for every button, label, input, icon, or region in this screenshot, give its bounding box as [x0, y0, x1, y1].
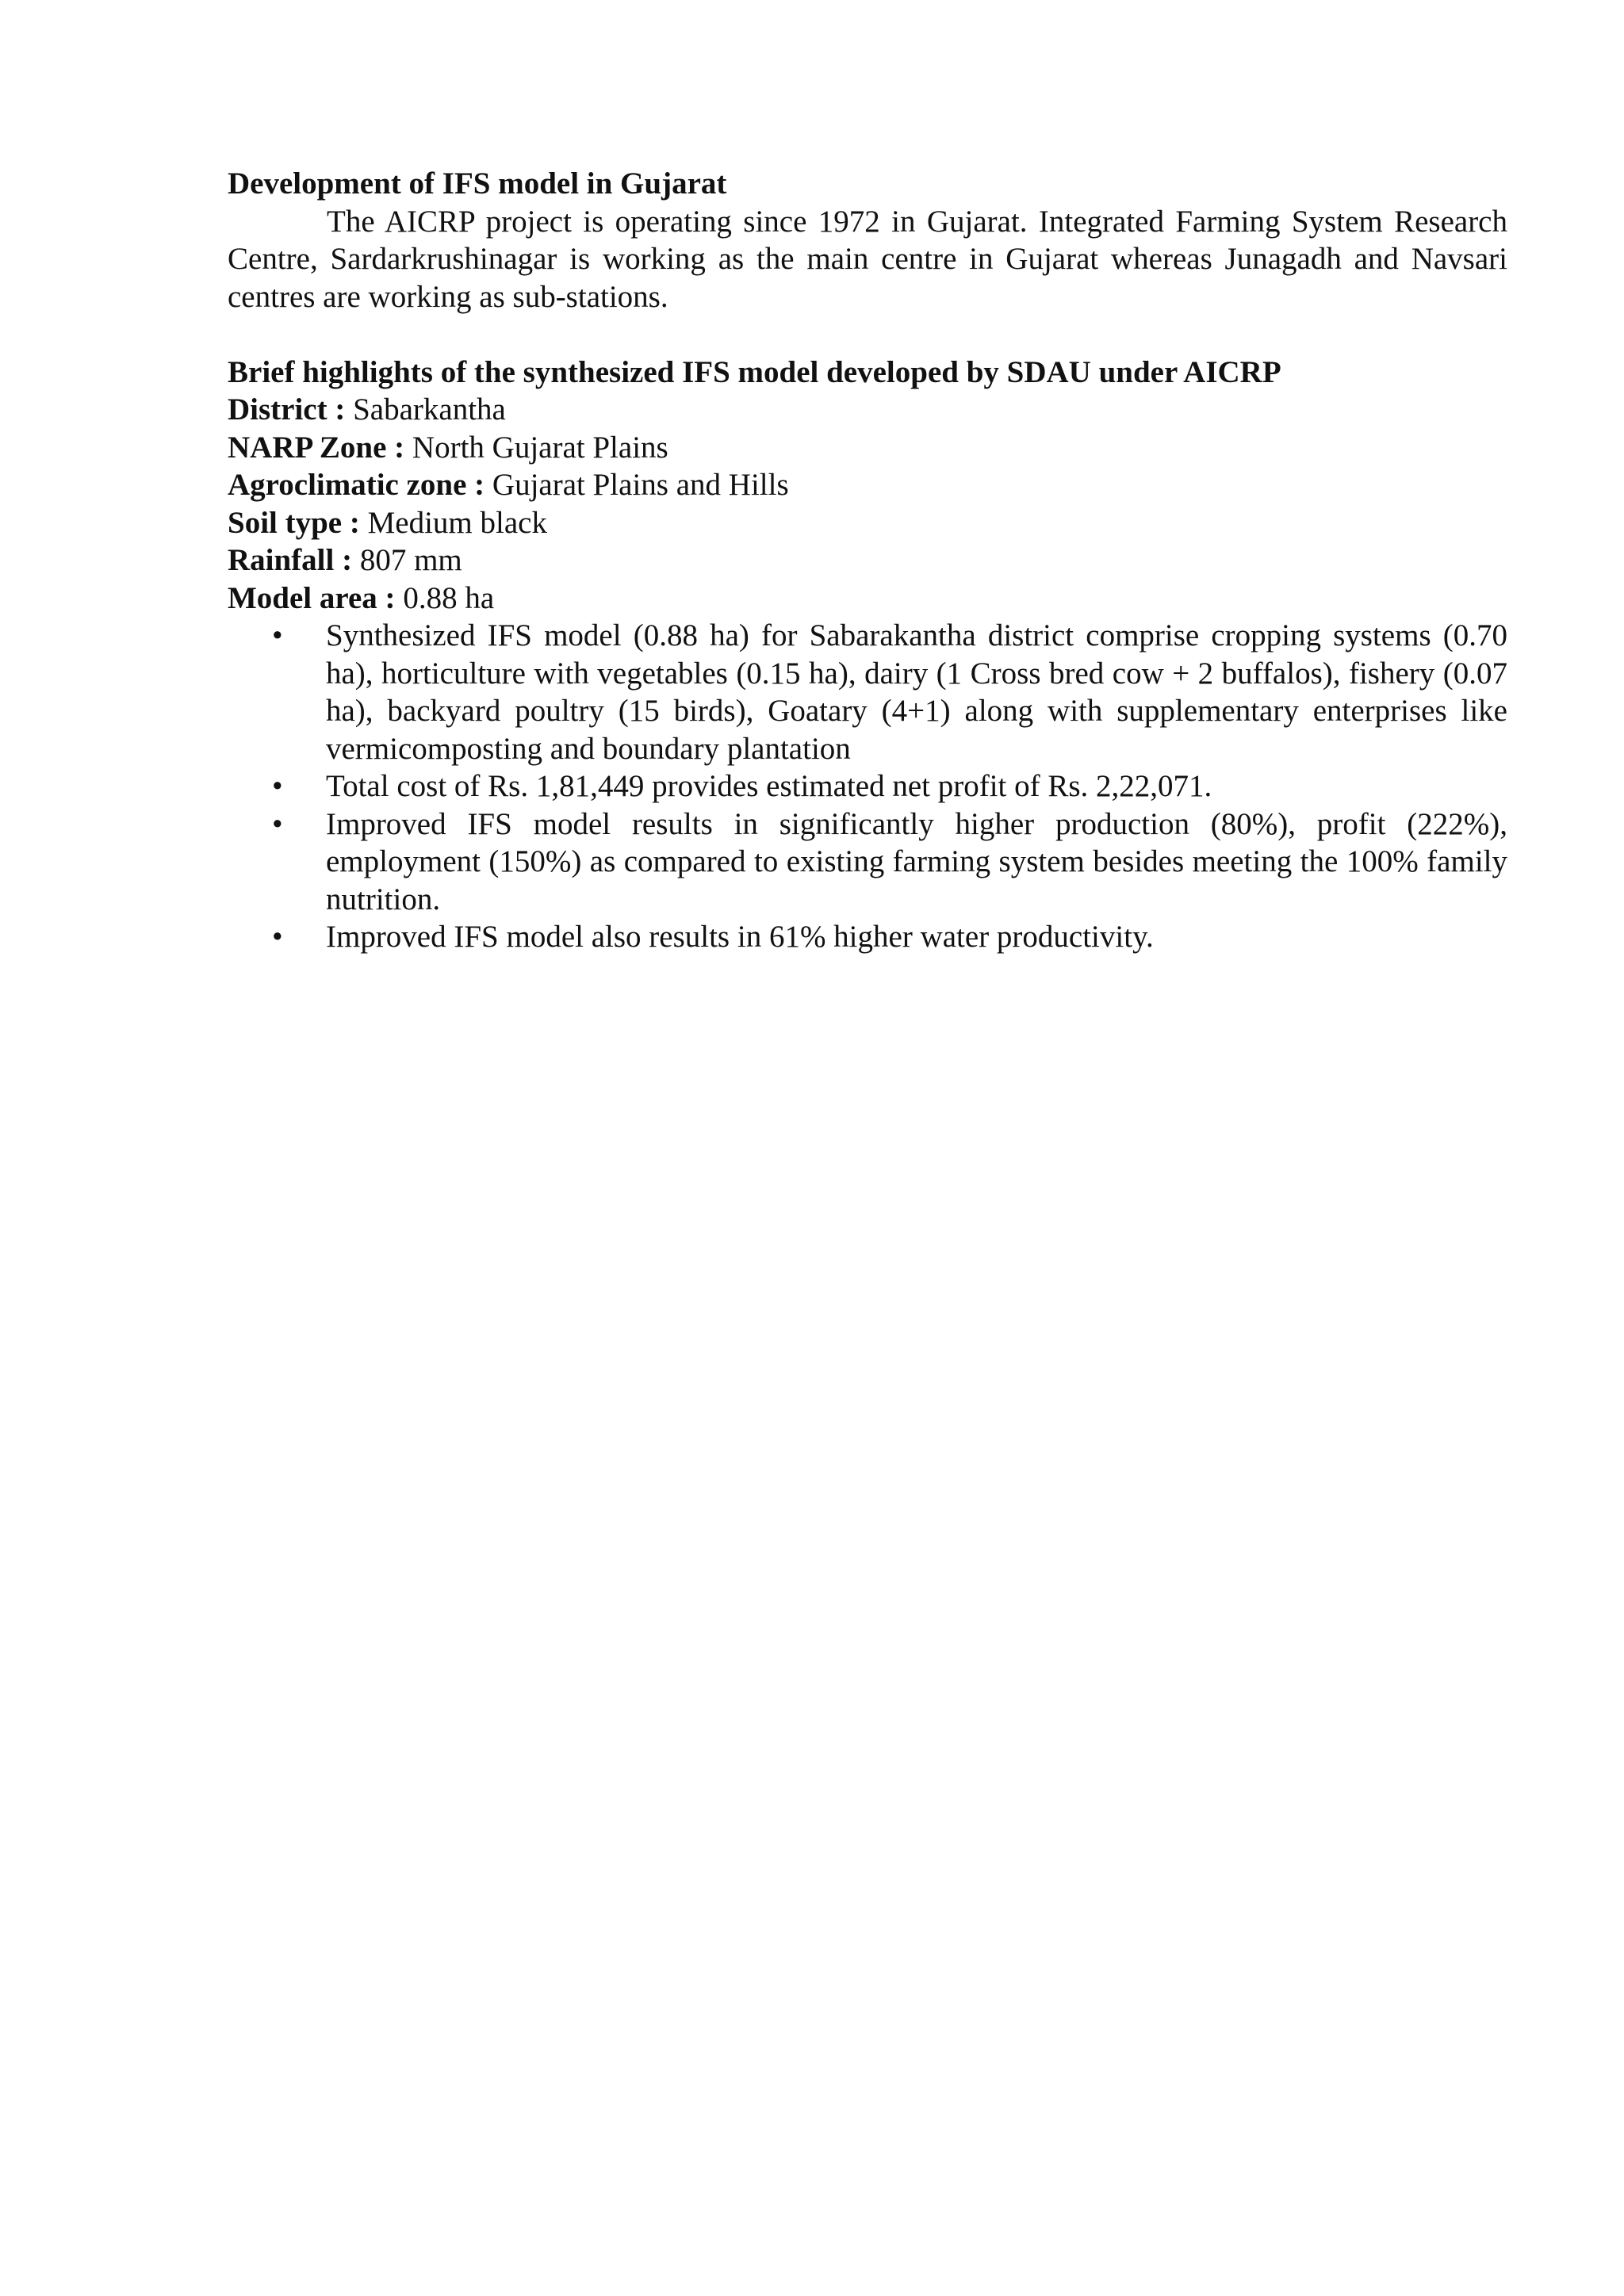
field-value: North Gujarat Plains: [404, 430, 668, 465]
field-value: Sabarkantha: [345, 392, 506, 427]
field-label: Model area :: [228, 580, 396, 615]
document-body: [228, 165, 1507, 956]
blank-line: [228, 316, 1507, 354]
field-soil-type: [228, 504, 1507, 542]
section-heading-highlights: Brief highlights of the synthesized IFS model developed by SDAU under AICRP: [228, 354, 1281, 389]
bullet-icon: •: [272, 920, 283, 954]
field-rainfall: [228, 541, 1507, 580]
field-label: Soil type :: [228, 505, 360, 540]
highlights-list: [228, 617, 1507, 956]
field-label: NARP Zone :: [228, 430, 405, 465]
field-value: 807 mm: [352, 543, 462, 577]
list-item: [272, 806, 1507, 919]
bullet-icon: •: [272, 806, 283, 841]
field-label: Rainfall :: [228, 543, 353, 577]
section-heading-development: Development of IFS model in Gujarat: [228, 166, 727, 201]
field-value: Gujarat Plains and Hills: [485, 468, 789, 502]
list-item-text: Synthesized IFS model (0.88 ha) for Sabarakantha district comprise cropping systems (0.70 ha), horticulture with vegetables (0.15 ha), dairy (1 Cross bred cow + 2 buffalos), fishery (0.07 ha), backyard poultry (15 birds), Goatary (4+1) along with supplementary enterprises like vermicomposting and boundary plantation: [326, 618, 1507, 766]
intro-paragraph: The AICRP project is operating since 1972 in Gujarat. Integrated Farming System Research Centre, Sardarkrushinagar is working as the main centre in Gujarat whereas Junagadh and Navsari centres are working as sub-stations.: [228, 204, 1507, 314]
field-label: Agroclimatic zone :: [228, 468, 485, 502]
field-district: [228, 391, 1507, 429]
field-model-area: [228, 580, 1507, 618]
list-item: [272, 617, 1507, 767]
bullet-icon: •: [272, 769, 283, 803]
bullet-icon: •: [272, 618, 283, 652]
list-item-text: Improved IFS model also results in 61% higher water productivity.: [326, 920, 1154, 954]
list-item: [272, 918, 1507, 956]
field-narp-zone: [228, 429, 1507, 467]
field-agroclimatic-zone: [228, 466, 1507, 504]
field-label: District :: [228, 392, 346, 427]
list-item-text: Improved IFS model results in significantly higher production (80%), profit (222%), employment (150%) as compared to existing farming system besides meeting the 100% family nutrition.: [326, 806, 1507, 916]
list-item-text: Total cost of Rs. 1,81,449 provides estimated net profit of Rs. 2,22,071.: [326, 769, 1212, 803]
list-item: [272, 767, 1507, 806]
field-value: Medium black: [359, 505, 547, 540]
field-value: 0.88 ha: [395, 580, 495, 615]
